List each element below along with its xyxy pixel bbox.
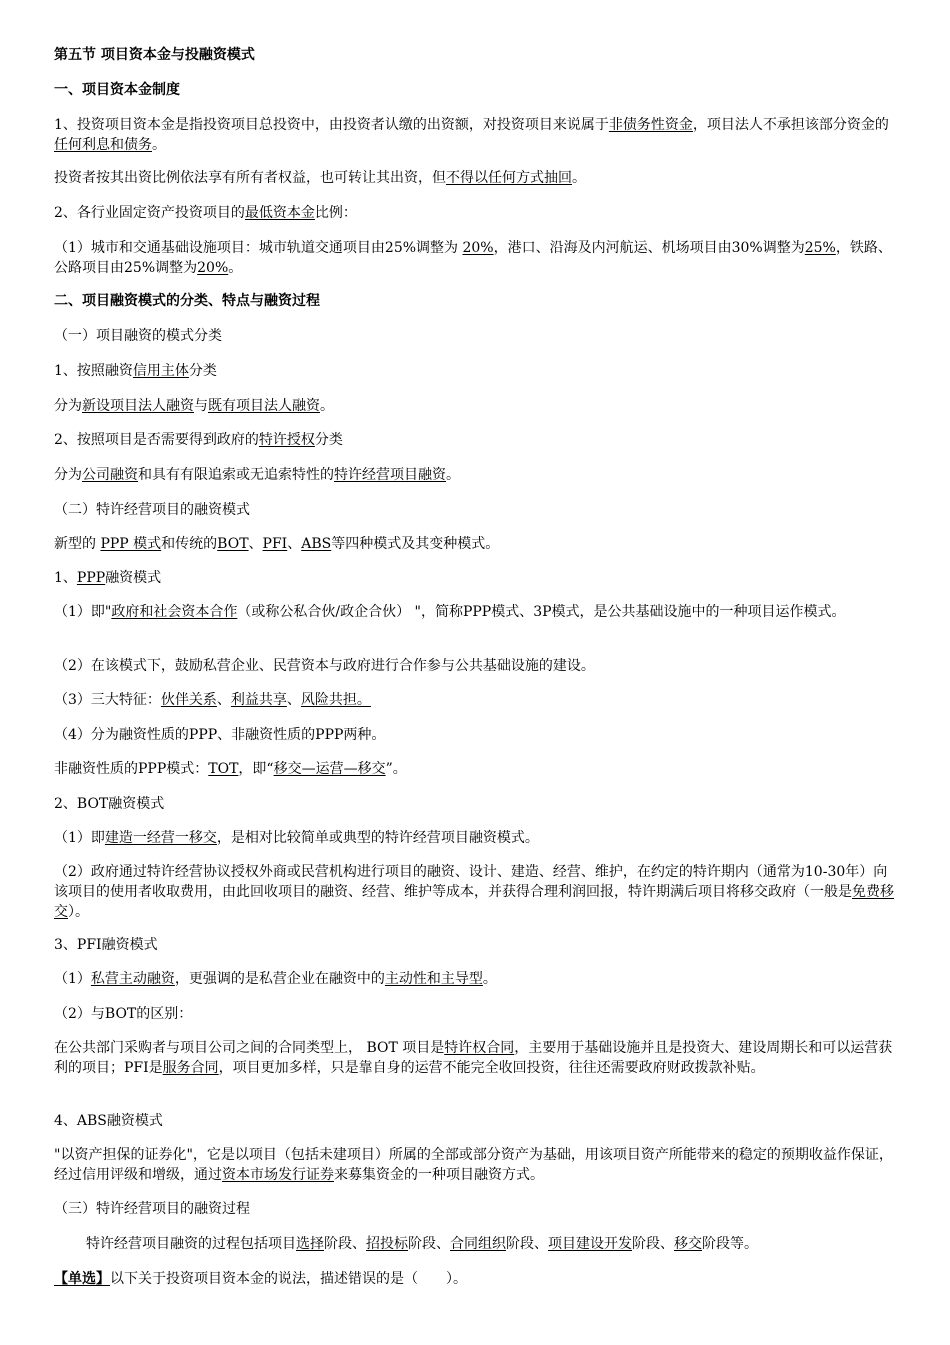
subheading-financing-process: （三）特许经营项目的融资过程 [54, 1201, 250, 1217]
paragraph-four-modes: 新型的 PPP 模式和传统的BOT、PFI、ABS等四种模式及其变种模式。 [54, 536, 500, 552]
ppp-title: 1、PPP融资模式 [54, 570, 162, 586]
section-title: 第五节 项目资本金与投融资模式 [54, 47, 255, 63]
subheading-mode-classification: （一）项目融资的模式分类 [54, 328, 222, 344]
heading-capital-system: 一、项目资本金制度 [54, 82, 180, 98]
bot-title: 2、BOT融资模式 [54, 796, 165, 812]
ppp-point-2: （2）在该模式下，鼓励私营企业、民营资本与政府进行合作参与公共基础设施的建设。 [54, 658, 595, 674]
question-text: 以下关于投资项目资本金的说法，描述错误的是（ ）。 [110, 1271, 467, 1287]
paragraph-investor-rights: 投资者按其出资比例依法享有所有者权益，也可转让其出资，但不得以任何方式抽回。 [54, 170, 586, 186]
heading-financing-modes: 二、项目融资模式的分类、特点与融资过程 [54, 293, 320, 309]
paragraph-min-capital: 2、各行业固定资产投资项目的最低资本金比例： [54, 205, 357, 221]
ppp-point-3: （3）三大特征：伙伴关系、利益共享、风险共担。 [54, 692, 371, 708]
pfi-point-1: （1）私营主动融资，更强调的是私营企业在融资中的主动性和主导型。 [54, 971, 497, 987]
bot-point-1: （1）即建造一经营一移交，是相对比较简单或典型的特许经营项目融资模式。 [54, 830, 539, 846]
paragraph-franchise-authorization: 2、按照项目是否需要得到政府的特许授权分类 [54, 432, 343, 448]
pfi-title: 3、PFI融资模式 [54, 937, 158, 953]
ppp-tot: 非融资性质的PPP模式：TOT，即“移交—运营—移交”。 [54, 761, 407, 777]
pfi-point-2: （2）与BOT的区别： [54, 1006, 193, 1022]
abs-point-1: "以资产担保的证券化"，它是以项目（包括未建项目）所属的全部或部分资产为基础，用该项目资产所能带来的稳定的预期收益作保证，经过信用评级和增级，通过资本市场发行证券来募集资金的一种项目融资方式。 [54, 1147, 893, 1183]
paragraph-capital-definition: 1、投资项目资本金是指投资项目总投资中，由投资者认缴的出资额，对投资项目来说属于非债务性资金，项目法人不承担该部分资金的任何利息和债务。 [54, 117, 889, 153]
abs-title: 4、ABS融资模式 [54, 1113, 163, 1129]
pfi-difference: 在公共部门采购者与项目公司之间的合同类型上， BOT 项目是特许权合同，主要用于基础设施并且是投资大、建设周期长和可以运营获利的项目；PFI是服务合同，项目更加多样，只是靠自身的运营不能完全收回投资，往往还需要政府财政拨款补贴。 [54, 1040, 893, 1076]
paragraph-company-financing: 分为公司融资和具有有限追索或无追索特性的特许经营项目融资。 [54, 467, 460, 483]
paragraph-infrastructure-ratio: （1）城市和交通基础设施项目：城市轨道交通项目由25%调整为 20%，港口、沿海及内河航运、机场项目由30%调整为25%，铁路、公路项目由25%调整为20%。 [54, 240, 892, 276]
ppp-point-1: （1）即"政府和社会资本合作（或称公私合伙/政企合伙） "，简称PPP模式、3P模式，是公共基础设施中的一种项目运作模式。 [54, 604, 846, 620]
single-choice-question [54, 1269, 899, 1289]
paragraph-credit-subject: 1、按照融资信用主体分类 [54, 363, 217, 379]
ppp-point-4: （4）分为融资性质的PPP、非融资性质的PPP两种。 [54, 727, 386, 743]
paragraph-legal-person-financing: 分为新设项目法人融资与既有项目法人融资。 [54, 398, 334, 414]
paragraph-financing-process: 特许经营项目融资的过程包括项目选择阶段、招投标阶段、合同组织阶段、项目建设开发阶段、移交阶段等。 [86, 1236, 758, 1252]
question-type-tag: 【单选】 [54, 1271, 110, 1287]
bot-point-2: （2）政府通过特许经营协议授权外商或民营机构进行项目的融资、设计、建造、经营、维护，在约定的特许期内（通常为10-30年）向该项目的使用者收取费用，由此回收项目的融资、经营、维护等成本，并获得合理利润回报，特许期满后项目将移交政府（一般是免费移交）。 [54, 864, 894, 920]
subheading-franchise-modes: （二）特许经营项目的融资模式 [54, 502, 250, 518]
